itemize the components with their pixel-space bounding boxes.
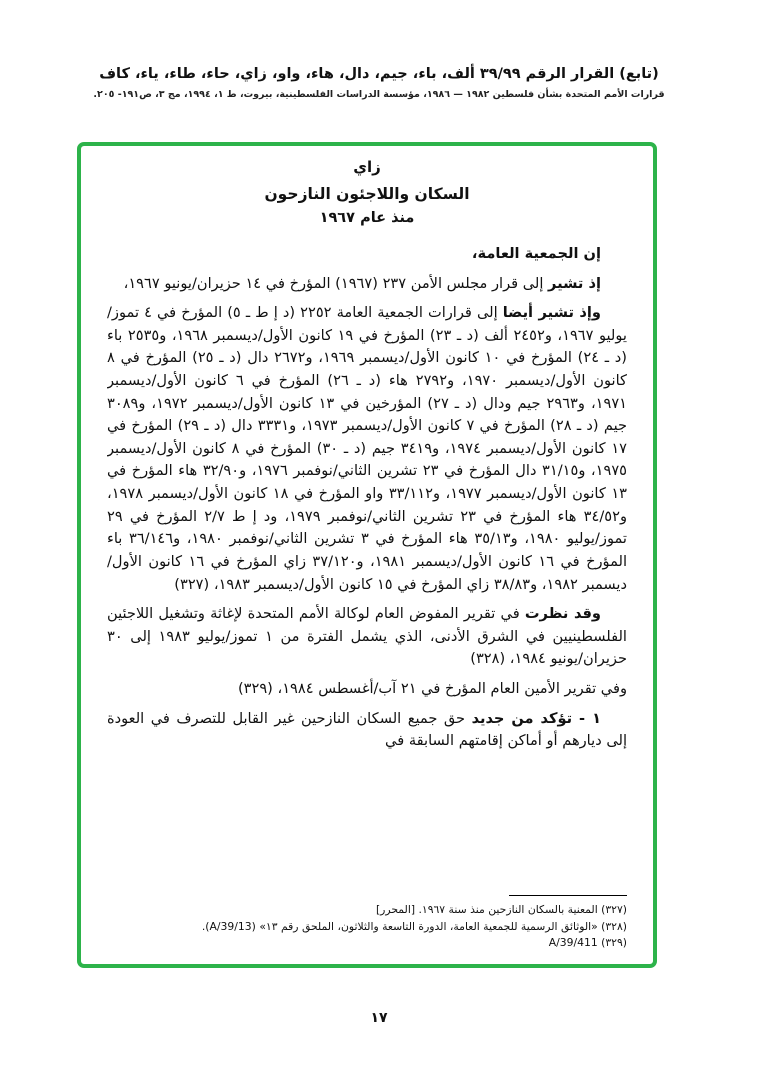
document-title: السكان واللاجئون النازحون [264,185,470,203]
page-number: ١٧ [370,1010,388,1026]
paragraph-having-considered [107,603,627,671]
paragraph-text: في تقرير المفوض العام لوكالة الأمم المتحدة لإغاثة وتشغيل اللاجئين الفلسطينيين في الشرق الأدنى، الذي يشمل الفترة من ١ تموز/يوليو ١٩٨٣ إلى ٣٠ حزيران/يونيو ١٩٨٤، (٣٢٨) [107,605,627,668]
paragraph-lead: وإذ تشير أيضا [502,304,601,322]
footnote-328: (٣٢٨) «الوثائق الرسمية للجمعية العامة، الدورة التاسعة والثلاثون، الملحق رقم ١٣» (A/39/13). [201,919,627,933]
paragraph-text: وفي تقرير الأمين العام المؤرخ في ٢١ آب/أغسطس ١٩٨٤، (٣٢٩) [237,679,627,697]
section-letter: زاي [353,158,381,176]
footnote-327: (٣٢٧) المعنية بالسكان النازحين منذ سنة ١٩٦٧. [المحرر] [375,902,627,916]
footnotes-section [107,895,627,952]
paragraph-text: حق جميع السكان النازحين غير القابل للتصرف في العودة إلى ديارهم أو أماكن إقامتهم السابقة في [107,709,627,750]
paragraph-lead: وقد نظرت [524,605,602,623]
paragraph-recalling [107,273,627,296]
footnote-329: (٣٢٩) A/39/411 [548,936,627,950]
paragraph-text: إلى قرار مجلس الأمن ٢٣٧ (١٩٦٧) المؤرخ في ١٤ حزيران/يونيو ١٩٦٧، [123,274,549,292]
paragraph-lead: ١ - تؤكد من جديد [471,709,601,727]
document-subtitle: منذ عام ١٩٦٧ [319,210,415,226]
paragraph-operative-1 [107,708,627,753]
paragraph-preamble [107,243,627,266]
section-heading [107,158,627,226]
header-source: قرارات الأمم المتحدة بشأن فلسطين ١٩٨٢ — ١٩٨٦، مؤسسة الدراسات الفلسطينية، بيروت، ط ١، ١٩٩٤، مج ٣، ص١٩١- ٢٠٥. [93,89,665,100]
document-frame [77,142,657,968]
page-header [40,66,718,100]
paragraph-recalling-also [107,302,627,596]
paragraph-text: إلى قرارات الجمعية العامة ٢٢٥٢ (د إ ط ـ ٥) المؤرخ في ٤ تموز/يوليو ١٩٦٧، و٢٤٥٢ ألف (د ـ ٢٣) المؤرخ في ١٩ كانون الأول/ديسمبر ١٩٦٨، و٢٥٣٥ باء (د ـ ٢٤) المؤرخ في ١٠ كانون الأول/ديسمبر ١٩٦٩، و٢٦٧٢ دال (د ـ ٢٥) المؤرخ في ٨ كانون الأول/ديسمبر ١٩٧٠، و٢٧٩٢ هاء (د ـ ٢٦) المؤرخ في ٦ كانون الأول/ديسمبر ١٩٧١، و٢٩٦٣ جيم ودال (د ـ ٢٧) المؤرخين في ١٣ كانون الأول/ديسمبر ١٩٧٢، و٣٠٨٩ جيم (د ـ ٢٨) المؤرخ في ٧ كانون الأول/ديسمبر ١٩٧٣، و٣٣٣١ دال (د ـ ٢٩) المؤرخ في ١٧ كانون الأول/ديسمبر ١٩٧٤، و٣٤١٩ جيم (د ـ ٣٠) المؤرخ في ٨ كانون الأول/ديسمبر ١٩٧٥، و٣١/١٥ دال المؤرخ في ٢٣ تشرين الثاني/نوفمبر ١٩٧٦، و٣٢/٩٠ هاء المؤرخ في ١٣ كانون الأول/ديسمبر ١٩٧٧، و٣٣/١١٢ واو المؤرخ في ١٨ كانون الأول/ديسمبر ١٩٧٨، و٣٤/٥٢ هاء المؤرخ في ٢٣ تشرين الثاني/نوفمبر ١٩٧٩، ود إ ط ٢/٧ المؤرخ في ٢٩ تموز/يوليو ١٩٨٠، و٣٥/١٣ هاء المؤرخ في ٣ تشرين الثاني/نوفمبر ١٩٨٠، و٣٦/١٤٦ باء المؤرخ في ١٦ كانون الأول/ديسمبر ١٩٨١، و٣٧/١٢٠ زاي المؤرخ في ١٦ كانون الأول/ديسمبر ١٩٨٢، و٣٨/٨٣ زاي المؤرخ في ١٥ كانون الأول/ديسمبر ١٩٨٣، (٣٢٧) [107,304,627,593]
document-body [107,236,627,884]
header-title: (تابع) القرار الرقم ٣٩/٩٩ ألف، باء، جيم، دال، هاء، واو، زاي، حاء، طاء، ياء، كاف [99,66,659,82]
paragraph-lead: إن الجمعية العامة، [471,245,601,262]
footnote-divider [509,895,627,896]
paragraph-sg-report [107,678,627,701]
paragraph-lead: إذ تشير [548,274,601,292]
